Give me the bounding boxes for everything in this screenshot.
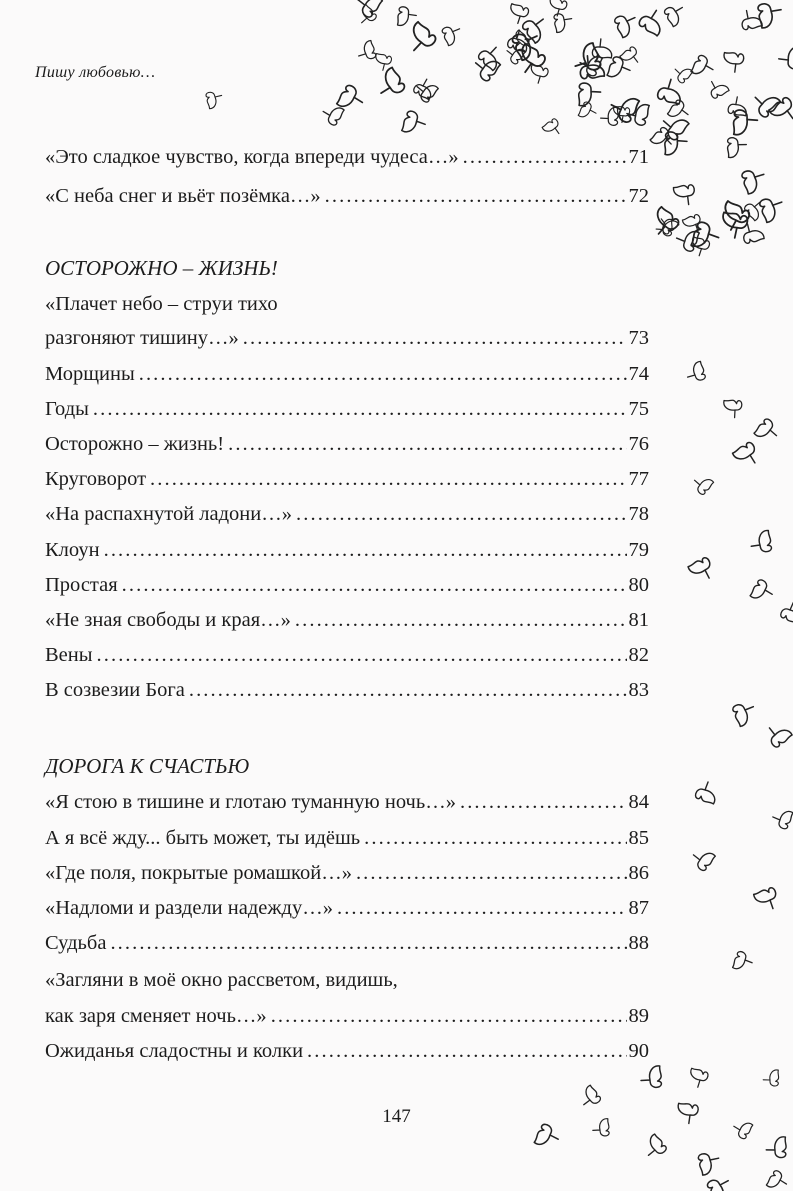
leaf-icon: [412, 79, 433, 103]
leaf-icon: [529, 59, 551, 83]
leaf-icon: [574, 56, 607, 88]
toc-entry-title: «Где поля, покрытые ромашкой…»: [45, 862, 352, 884]
leaf-icon: [661, 3, 682, 27]
toc-entry-title: Ожиданья сладостны и колки: [45, 1040, 304, 1062]
toc-entry[interactable]: [45, 999, 649, 1033]
leaf-icon: [724, 97, 748, 123]
toc-entry[interactable]: [45, 603, 649, 637]
leaf-icon: [688, 53, 713, 75]
leader-dots: [460, 785, 627, 819]
toc-entry-page: 79: [628, 539, 649, 561]
toc-entry[interactable]: [45, 1034, 649, 1068]
leaf-icon: [723, 104, 757, 138]
leaf-icon: [728, 949, 752, 971]
leaf-icon: [755, 97, 780, 117]
leaf-icon: [707, 82, 730, 102]
leaf-icon: [390, 3, 416, 28]
toc-entry-title: «Плачет небо – струи тихо: [45, 293, 278, 315]
leaf-icon: [575, 100, 596, 118]
leader-dots: [271, 999, 627, 1033]
leader-dots: [104, 533, 627, 567]
leaf-icon: [650, 127, 671, 144]
leaf-icon: [655, 127, 687, 158]
leaf-icon: [763, 1068, 785, 1090]
leaf-icon: [362, 4, 377, 23]
toc-entry-page: 90: [628, 1040, 649, 1062]
leader-dots: [139, 357, 627, 391]
toc-entry-title: «С неба снег и вьёт позёмка…»: [45, 185, 321, 207]
leaf-icon: [569, 78, 600, 109]
leaf-icon: [703, 1175, 728, 1191]
leaf-icon: [611, 100, 633, 123]
toc-entry[interactable]: [45, 533, 649, 567]
toc-entry-page: 78: [628, 503, 649, 525]
leaf-icon: [693, 852, 716, 871]
leaf-icon: [417, 85, 439, 103]
toc-entry-title: Годы: [45, 398, 89, 420]
leaf-icon: [413, 21, 436, 50]
leader-dots: [97, 638, 627, 672]
toc-entry-page: 75: [628, 398, 649, 420]
toc-entry-title: Круговорот: [45, 468, 147, 490]
toc-entry[interactable]: [45, 357, 649, 391]
toc-entry-title: Вены: [45, 644, 93, 666]
toc-entry-page: 76: [628, 433, 649, 455]
toc-entry[interactable]: [45, 427, 649, 461]
toc-entry-page: 81: [628, 609, 649, 631]
leader-dots: [337, 891, 627, 925]
toc-entry-page: 85: [628, 827, 649, 849]
leaf-icon: [374, 48, 395, 70]
toc-entry[interactable]: [45, 497, 649, 531]
toc-entry-title: Клоун: [45, 539, 100, 561]
toc-entry[interactable]: [45, 568, 649, 602]
leader-dots: [150, 462, 626, 496]
leaf-icon: [504, 31, 529, 58]
leaf-icon: [323, 106, 347, 127]
leader-dots: [122, 568, 627, 602]
leaf-icon: [547, 9, 571, 34]
leaf-icon: [648, 1134, 667, 1157]
toc-entry-title: «Не зная свободы и края…»: [45, 609, 291, 631]
leaf-icon: [381, 66, 408, 98]
leaf-icon: [580, 55, 607, 79]
leaf-icon: [778, 603, 793, 629]
leaf-icon: [688, 360, 711, 385]
leaf-icon: [396, 108, 425, 135]
leader-dots: [364, 821, 626, 855]
toc-entry-page: 82: [628, 644, 649, 666]
toc-entry-page: 80: [628, 574, 649, 596]
leaf-icon: [735, 165, 763, 196]
toc-entry-page: 83: [628, 679, 649, 701]
leaf-icon: [575, 41, 608, 77]
leaf-icon: [728, 700, 754, 729]
leaf-icon: [657, 206, 680, 234]
toc-entry-title: Морщины: [45, 363, 135, 385]
leaf-icon: [737, 11, 764, 37]
leaf-icon: [739, 224, 766, 250]
leaf-icon: [767, 728, 792, 749]
leaf-icon: [690, 232, 712, 256]
toc-entry-line[interactable]: [45, 287, 649, 321]
leaf-icon: [654, 79, 683, 111]
leaf-icon: [749, 0, 781, 31]
page-number: 147: [382, 1106, 411, 1127]
leaf-icon: [721, 45, 748, 73]
leaf-icon: [611, 96, 644, 125]
toc-entry-page: 84: [628, 791, 649, 813]
leaf-icon: [677, 229, 705, 254]
leaf-icon: [509, 0, 532, 23]
toc-entry[interactable]: [45, 856, 649, 890]
leaf-icon: [521, 41, 547, 72]
toc-entry[interactable]: [45, 321, 649, 355]
toc-entry[interactable]: [45, 462, 649, 496]
toc-entry-title: Судьба: [45, 932, 107, 954]
leaf-icon: [659, 219, 679, 236]
toc-entry-title: «Я стою в тишине и глотаю туманную ночь…»: [45, 791, 456, 813]
leaf-icon: [542, 117, 562, 133]
leaf-icon: [358, 0, 385, 18]
toc-entry[interactable]: [45, 673, 649, 707]
leaf-icon: [689, 1063, 712, 1087]
leaf-icon: [507, 48, 527, 64]
leaf-icon: [619, 45, 639, 62]
toc-entry[interactable]: [45, 785, 649, 819]
leaf-icon: [684, 218, 718, 249]
toc-entry-page: 88: [628, 932, 649, 954]
section-heading: ОСТОРОЖНО – ЖИЗНЬ!: [45, 256, 278, 280]
leaf-icon: [779, 44, 793, 74]
leaf-icon: [719, 133, 746, 160]
leaf-icon: [627, 102, 656, 129]
toc-entry-title: как заря сменяет ночь…»: [45, 1005, 267, 1027]
leader-dots: [296, 497, 626, 531]
toc-entry[interactable]: [45, 926, 649, 960]
toc-entry[interactable]: [45, 392, 649, 426]
leaf-icon: [438, 23, 460, 47]
leader-dots: [307, 1034, 626, 1068]
leaf-icon: [664, 119, 690, 140]
leaf-icon: [515, 30, 529, 48]
leaf-icon: [687, 553, 715, 578]
leaf-icon: [766, 1134, 793, 1162]
leaf-icon: [732, 439, 760, 463]
leaf-icon: [476, 60, 502, 81]
leaf-icon: [747, 578, 772, 600]
leaf-icon: [723, 196, 752, 230]
toc-entry-page: 77: [628, 468, 649, 490]
leaf-icon: [751, 528, 779, 557]
leaf-icon: [681, 210, 704, 231]
toc-entry-title: разгоняют тишину…»: [45, 327, 239, 349]
toc-entry-page: 73: [628, 327, 649, 349]
toc-entry[interactable]: [45, 821, 649, 855]
leaf-icon: [548, 0, 570, 16]
toc-entry-page: 87: [628, 897, 649, 919]
leaf-icon: [656, 217, 679, 239]
toc-entry-title: «Надломи и раздели надежду…»: [45, 897, 333, 919]
leaf-icon: [588, 39, 614, 66]
leaf-icon: [773, 809, 793, 831]
leaf-icon: [768, 95, 793, 118]
leaf-icon: [637, 10, 661, 39]
leaf-icon: [754, 194, 782, 225]
leaf-icon: [691, 1149, 718, 1178]
leaf-icon: [692, 782, 717, 809]
toc-entry-page: 86: [628, 862, 649, 884]
toc-entry-page: 89: [628, 1005, 649, 1027]
toc-entry-page: 74: [628, 363, 649, 385]
toc-entry-title: Осторожно – жизнь!: [45, 433, 225, 455]
leaf-icon: [752, 882, 781, 909]
leader-dots: [189, 673, 627, 707]
toc-entry-title: «Загляни в моё окно рассветом, видишь,: [45, 969, 398, 991]
toc-entry-title: «Это сладкое чувство, когда впереди чудеса…»: [45, 146, 459, 168]
toc-entry-title: «На распахнутой ладони…»: [45, 503, 293, 525]
leaf-icon: [521, 16, 544, 43]
leaf-icon: [694, 479, 714, 495]
toc-entry[interactable]: [45, 891, 649, 925]
leaf-icon: [764, 1169, 787, 1188]
toc-entry-title: А я всё жду... быть может, ты идёшь: [45, 827, 361, 849]
leader-dots: [463, 140, 627, 174]
leaf-icon: [359, 39, 381, 63]
leaf-icon: [720, 203, 753, 237]
leaf-icon: [744, 201, 760, 221]
leaf-icon: [333, 83, 362, 108]
toc-entry[interactable]: [45, 638, 649, 672]
toc-entry-title: Простая: [45, 574, 118, 596]
toc-entry[interactable]: [45, 140, 649, 174]
leaf-icon: [478, 47, 497, 71]
toc-entry-line[interactable]: [45, 963, 649, 997]
leaf-icon: [671, 177, 699, 205]
toc-entry-page: 72: [628, 185, 649, 207]
leaf-icon: [601, 105, 626, 130]
leaf-icon: [675, 69, 693, 83]
leader-dots: [243, 321, 627, 355]
section-heading: ДОРОГА К СЧАСТЬЮ: [45, 754, 250, 778]
running-head: Пишу любовью…: [35, 64, 156, 81]
toc-entry-page: 71: [628, 146, 649, 168]
leaf-icon: [666, 99, 688, 117]
leader-dots: [325, 179, 627, 213]
toc-entry[interactable]: [45, 179, 649, 213]
leaf-icon: [753, 418, 776, 437]
leaf-icon: [602, 54, 630, 79]
leader-dots: [93, 392, 627, 426]
leaf-icon: [507, 28, 537, 62]
leaf-icon: [610, 11, 635, 39]
leaf-icon: [584, 1085, 602, 1107]
leader-dots: [110, 926, 626, 960]
leader-dots: [295, 603, 627, 637]
toc-entry-title: В созвезии Бога: [45, 679, 185, 701]
leader-dots: [356, 856, 627, 890]
leaf-icon: [201, 88, 222, 110]
leaf-icon: [721, 393, 746, 418]
leader-dots: [228, 427, 626, 461]
